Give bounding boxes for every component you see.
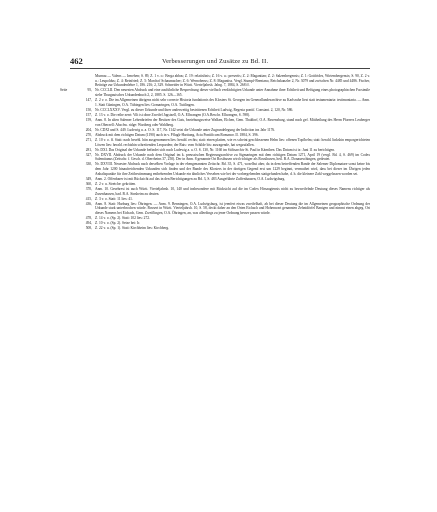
correction-entry [70, 187, 370, 196]
correction-text: Z. 10 v. o. ff. Statt: nach besehl. hiin ausgenommen lies: herald. rechts; statt: einen platten, wie es scheint geschlossenen Helm lies: offenen Topfhelm; statt: herald. linkshin emporgerichteten Löwen lies: herald. rechtshin schreitenden Leoparden; der Rais: vom Schilde bis: ausragende, hat wegzufallen. [95, 137, 370, 147]
page-reference: 349, [85, 176, 92, 181]
page-reference: 159, [85, 118, 92, 123]
correction-entry [70, 177, 370, 182]
correction-text: Z. 2 v. o. Die im Allgemeinen übrigens nicht sehr correcte Historia fundationis des Klosters St. Georgen im Generallandesarchive zu Karlsruhe liest statt testamentaria: testimoniarta. — Anm. 1. Statt Güningen, O.A. Tübingen lies: Gomaringen, O.A. Tuttlingen. [95, 98, 370, 107]
correction-text: Z. 10 v. o. (Sp. 2). Setze bei: Ir. [95, 221, 141, 226]
correction-entry [70, 133, 370, 138]
page-reference: 327, [85, 152, 92, 157]
correction-text: Abdruck mit dem richtigen Datum (1190) auch in v. Pflugk-Harttung, Acta Pontificum Romanor. II. 1884, S. 396. [95, 132, 259, 137]
correction-entry [70, 153, 370, 162]
correction-entry [70, 197, 370, 202]
correction-text: Anm. 10. Gesehrest ist auch Württ. Vierteljahrsh. 10, 140 und insbesondere mit Rücksicht auf die im Codex Hirsaugiensis nicht zu bezweifelnde Deutung dieses Namens richtiger als Zusenhausen, bad. B.A. Sinsheim zu deuten. [95, 186, 370, 196]
page-reference: 494, [85, 221, 92, 226]
correction-text: Murnau — Valens — Irmehen; S. 89, Z. 1 v. o.: Berga abbas; Z. 19: relatisfinis; Z. 16 v. u.: presertis; Z. 2: Magantian; Z. 2: Salzenbergensis; Z. 1: Gottfrides, Wirtembergensis; S. 90, Z. 2 v. u.: Leupoldus; Z. 4: Reinfried; Z. 5: Marchof Schaumacher; Z. 6: Wernoberus; Z. 8: Magantiss. Vergl. Stumpf-Brentano, Reichskanzler 2, Nr. 3079 und zwischen Nr. 4485 und 4486. Fischer, Beiträge zur Urkundenlehre 1, 186. 216; 2, 329. Schneider in Württ. Vierteljahrsh. Jahrg. 7, 1884, S. 268 ff. [95, 74, 370, 88]
correction-text: Z. 22 v. u. (Sp. 1). Statt: Kirchheim lies: Kirchberg. [95, 226, 170, 231]
page-reference: 150, [85, 107, 92, 112]
correction-entry [70, 216, 370, 221]
page-reference: 330, [85, 162, 92, 167]
page-reference: 95, [87, 88, 92, 93]
correction-text: Z. 2 v. u. Streiche: gekritten. [95, 181, 136, 186]
correction-entry [70, 128, 370, 133]
correction-entry [70, 226, 370, 231]
correction-text: Nr. DXVII. Abdruck der Urkunde nach dem Original im k. preussischen Regierungsarchive zu Sigmaringen mit dem richtigen Datum 1271, April 19 (vergl. Bd. 4, S. 469) im Codex Salemitanus (Zeitschr. f. Gesch. d. Oberrheins 37, 250). Der in Anm. 8 genannte Ort Rosihusen wird richtiger als Rossihusen, heil. B.A. Donaueschingen, gedeutet. [95, 152, 370, 162]
correction-entry [70, 221, 370, 226]
correction-text: Nr. DXI. Das Original der Urkunde befindet sich nach Ludewig a. a. O. S. 130, Nr. 1160 im Stiftsarchiv St. Paul in Kärnthen. Das Datum ist ix: Juni 11 zu berichtigen. [95, 147, 335, 152]
correction-text: Anm. 8. Statt: Harburg lies: Öhringen. — Anm. 9. Benningen, O.A. Ludwigsburg, ist jeenfert etwas zweifelhaft, ab bei dieser Deutung die im Allgemeinen geographische Ordnung der Urkunde stark unterbrochen würde. Bossert in Württ. Vierteljahrsh. 10, S. 58, deckt daher an den Orten Eichach und Hohenwart genannten Zehntdörfel Banigen und nimmt einen abgeg. Ort dieses Namens bei Eichach, Gem. Zweiflingen, O.A. Öhringen, an, was allerdings zu jener Ordnung besser passen würde. [95, 201, 370, 216]
correction-entry [70, 138, 370, 147]
page-reference: 360, [85, 181, 92, 186]
correction-entry [70, 74, 370, 88]
correction-entry [70, 108, 370, 113]
running-title: Verbesserungen und Zusätze zu Bd. II. [162, 58, 269, 65]
page-reference: 204, [85, 127, 92, 132]
page-header [70, 56, 370, 69]
correction-text: Anm. 2. Offenbarer ist mit Rücksicht auf das in den Berichtigungen zu Bd. 3, S. 483 Ausgeführte Zuffenhausen, O.A. Ludwigsburg. [95, 176, 286, 181]
page-reference: 281, [85, 147, 92, 152]
correction-entry [70, 182, 370, 187]
correction-text: Z. 3 v. o. Statt: 11 lies: 41. [95, 196, 133, 201]
seite-label: Seite [60, 88, 68, 93]
correction-text: Nr. CCCLXXXV. Vergl. zu dieser Urkunde und ihrer anderweitig bestrittenen Echtheit Ludwig, Regesta pontif. Constant. 2, 120, Nr. 586. [95, 107, 294, 112]
page-reference: 436, [85, 201, 92, 206]
correction-entry [70, 162, 370, 176]
page-reference: 370, [85, 186, 92, 191]
correction-entry [70, 98, 370, 107]
correction-entry [60, 88, 370, 98]
page-reference: 478, [85, 216, 92, 221]
correction-text: Nr. CCCLII. Den neuesten Abdruck und eine ausführliche Besprechung dieser vielfach verdächtigten Urkunde unter Annahme ihrer Echtheit und Befügung eines photographischen Facsimile siehe Thurgauisches Urkundenbuch 2, 2, 1885. S. 126—165. [95, 88, 370, 98]
correction-entry [70, 113, 370, 118]
page-reference: 147, [85, 98, 92, 103]
corrections-list [60, 74, 370, 231]
page-number: 462 [70, 56, 83, 66]
page-reference: 270, [85, 132, 92, 137]
correction-text: Nr. CDXI und S. 449. Ludewig u. a. O. S. 117, Nr. 1142 setzt die Urkunde unter Zugrundelegung der Indiction ins Jahr 1176. [95, 127, 276, 132]
correction-text: Anm. 8. In alten Salemer Lehenbriefen der Besitzer des Guts, beziehungsweise Walken, Elchen, Gem. Thaldorf, O.A. Ravensburg, stand nach gef. Mittheilung des Herrn Pfarrers Leuberger von Oberzell: Abschw. ridge: Wartberg oder Wahlberg. [95, 118, 370, 127]
correction-text: Z. 13 v. o. Die reihe zerrt: Vilt ist ohne Zweifel Jagstzell, O.A. Ellwangen (O.A.Beschr. Ellwangen, S. 598). [95, 113, 251, 117]
page-reference: 271, [85, 137, 92, 142]
correction-text: Nr. DXVIII. Neuester Abdruck nach derselben Vorlage in der ebengenannten Zeitschr. Bd. 35, S. 471, woselbst aber, da in dem betreffenden Bande der Salemer Diplomatare sonst keine bis dem Jahr 1200 hinaufreichenden Urkunden sich finden und der Bande des Klosters in der dortigen Gegend erst um 1229 beginnt, vermuthet wird, dass bei dieser im Übrigen jeden Anhaltspunkte für ihre Zeitbestimmung entbehrenden Urkunde ein ähnliches Versehen wie bei der vorhergehenden stattgefunden habe, d. h. die kleinere Zahl weggelassen worden sei. [95, 162, 370, 176]
correction-entry [70, 202, 370, 216]
correction-text: Z. 14 v. o. (Sp. 2). Statt: 102 lies: 272. [95, 216, 150, 221]
page-reference: 508, [85, 226, 92, 231]
page-reference: 415, [85, 196, 92, 201]
page-reference: 157, [85, 113, 92, 117]
correction-entry [70, 118, 370, 127]
correction-entry [70, 148, 370, 153]
